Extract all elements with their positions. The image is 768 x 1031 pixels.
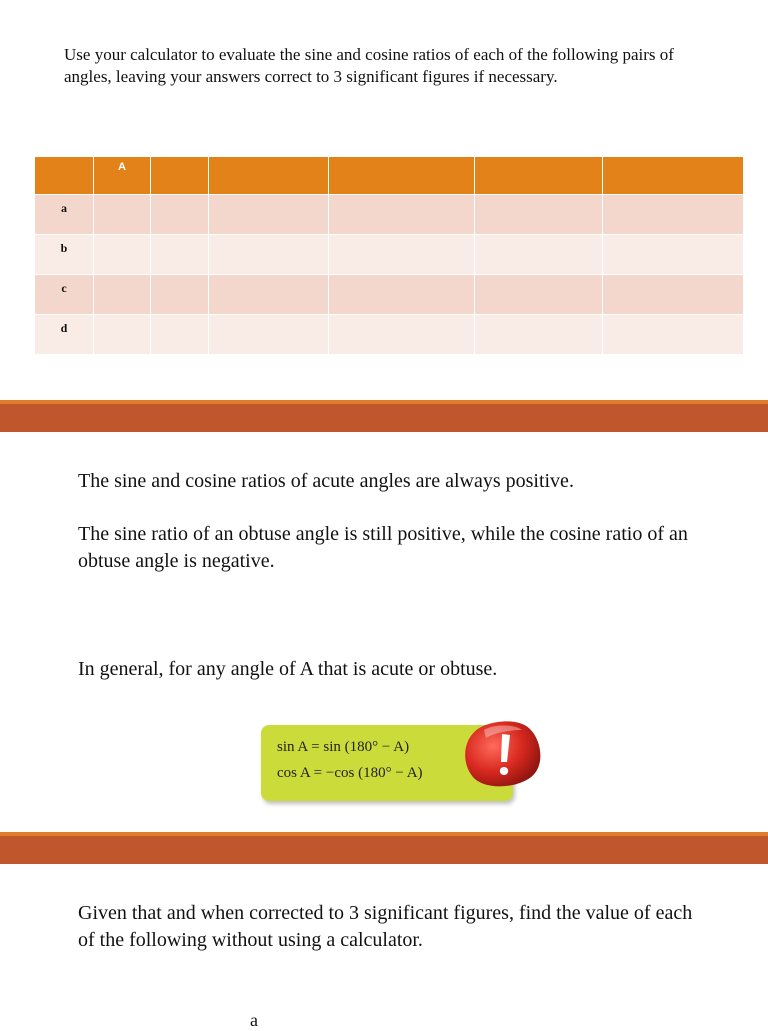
table-cell — [329, 235, 475, 275]
table-cell — [475, 275, 603, 315]
note-obtuse-angles: The sine ratio of an obtuse angle is still positive, while the cosine ratio of an obtuse angle is negative. — [78, 523, 688, 572]
table-cell — [209, 235, 329, 275]
cosine-identity-formula: cos A = −cos (180° − A) — [277, 765, 423, 781]
question-prompt: Given that and when corrected to 3 significant figures, find the value of each of the following without using a calculator. — [78, 902, 693, 951]
table-cell — [329, 275, 475, 315]
question-part-label: a — [250, 1010, 258, 1030]
table-header-cell — [603, 157, 744, 195]
table-cell — [94, 275, 151, 315]
section-divider-bar — [0, 400, 768, 432]
table-header-cell — [329, 157, 475, 195]
table-row — [35, 195, 744, 235]
table-header-cell — [35, 157, 94, 195]
table-header-cell — [209, 157, 329, 195]
table-row — [35, 315, 744, 355]
table-cell — [151, 235, 209, 275]
table-row — [35, 275, 744, 315]
table-cell — [603, 235, 744, 275]
table-row — [35, 235, 744, 275]
table-cell — [94, 235, 151, 275]
table-cell — [94, 195, 151, 235]
table-cell — [475, 235, 603, 275]
table-cell — [151, 275, 209, 315]
table-cell — [209, 275, 329, 315]
table-cell — [329, 315, 475, 355]
table-cell — [603, 195, 744, 235]
table-header-row — [35, 157, 744, 195]
table-cell — [475, 315, 603, 355]
row-label: b — [35, 235, 94, 275]
table-cell — [475, 195, 603, 235]
table-cell — [329, 195, 475, 235]
table-cell — [151, 315, 209, 355]
note-acute-angles: The sine and cosine ratios of acute angles are always positive. — [78, 470, 574, 492]
row-label: c — [35, 275, 94, 315]
table-cell — [209, 195, 329, 235]
table-header-cell — [475, 157, 603, 195]
section-divider-bar — [0, 832, 768, 864]
table-header-cell — [151, 157, 209, 195]
exclamation-warning-icon — [462, 716, 546, 792]
note-general-rule: In general, for any angle of A that is acute or obtuse. — [78, 658, 498, 680]
table-cell — [603, 275, 744, 315]
intro-instructions: Use your calculator to evaluate the sine and cosine ratios of each of the following pairs of angles, leaving your answers correct to 3 significant figures if necessary. — [64, 45, 674, 86]
row-label: d — [35, 315, 94, 355]
table-cell — [209, 315, 329, 355]
row-label: a — [35, 195, 94, 235]
table-cell — [94, 315, 151, 355]
table-cell — [603, 315, 744, 355]
table-cell — [151, 195, 209, 235]
table-header-cell: A — [94, 157, 151, 195]
ratio-table — [34, 156, 744, 355]
sine-identity-formula: sin A = sin (180° − A) — [277, 739, 410, 755]
